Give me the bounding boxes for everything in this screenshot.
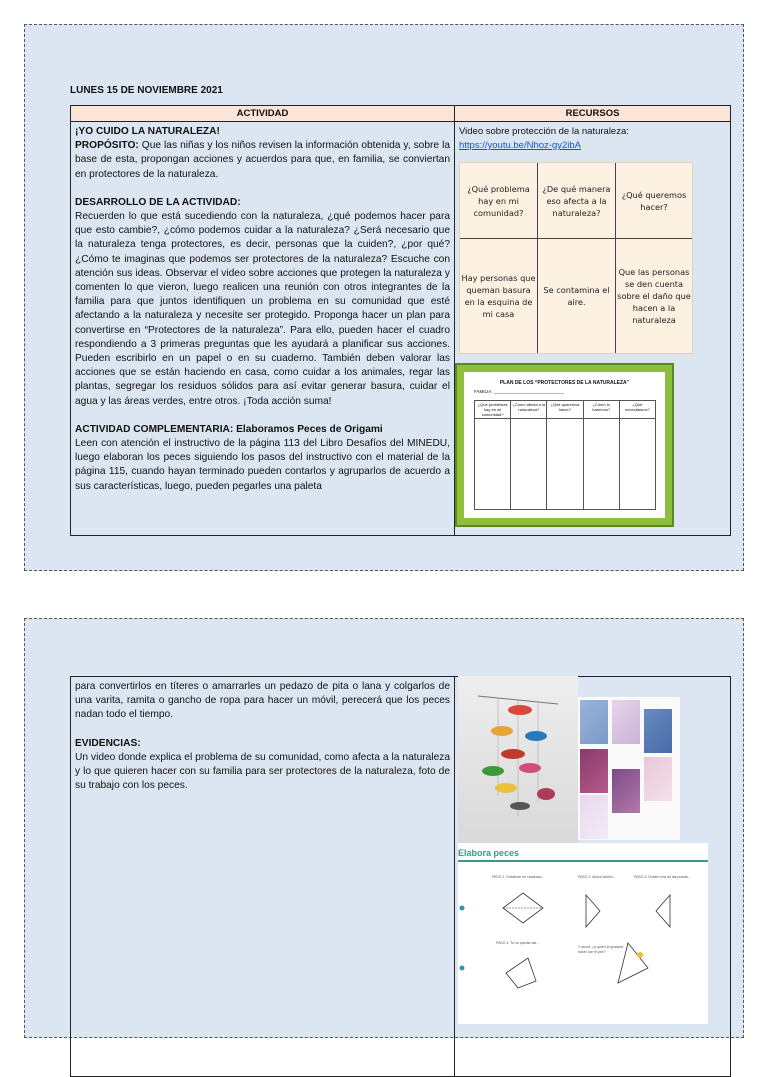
plan-col-4: ¿Cómo lo haremos? [583, 401, 619, 419]
plan-sheet-title: PLAN DE LOS “PROTECTORES DE LA NATURALEZA” [499, 380, 630, 386]
activity-title: ¡YO CUIDO LA NATURALEZA! [75, 126, 220, 137]
evidence-label: EVIDENCIAS: [75, 737, 141, 749]
hand-q2: ¿De qué manera eso afecta a la naturaleza? [538, 163, 616, 239]
plan-col-1: ¿Qué problemas hay en mi comunidad? [475, 401, 511, 419]
hand-q3: ¿Qué queremos hacer? [616, 163, 692, 239]
complementary-label: ACTIVIDAD COMPLEMENTARIA: Elaboramos Peces de Origami [75, 423, 383, 435]
step-1: PASO 1. Dóblense en cuadrado... [492, 875, 545, 879]
plan-sheet-family: FAMILIA: ____________________________ [474, 389, 564, 394]
evidence-text: Un video donde explica el problema de su comunidad, como afecta a la naturaleza y lo que quieren hacer con su familia para ser protectores de la naturaleza, foto de su trabajo con los peces. [75, 751, 450, 792]
step-4: PASO 4. Tu ve quedar así... [496, 941, 540, 945]
plan-col-5: ¿Qué necesitamos? [619, 401, 655, 419]
hand-a1: Hay personas que queman basura en la esquina de mi casa [460, 239, 538, 353]
plan-sheet-image [457, 365, 672, 525]
fish-mobile-drawing [458, 676, 578, 843]
activity-cell [71, 122, 455, 536]
continuation-cell [71, 677, 455, 1077]
step-3: PASO 3. Doblen una de las puntas... [634, 875, 691, 879]
plan-sheet-table [474, 400, 656, 510]
page-date: LUNES 15 DE NOVIEMBRE 2021 [70, 85, 223, 96]
activity-header: ACTIVIDAD [71, 106, 455, 122]
handwritten-plan-image [459, 162, 693, 354]
plan-col-2: ¿Cómo afecta a la naturaleza? [511, 401, 547, 419]
hand-a3: Que las personas se den cuenta sobre el daño que hacen a la naturaleza [617, 267, 691, 325]
video-link[interactable]: https://youtu.be/Nhoz-gy2ibA [459, 140, 581, 151]
origami-diagrams [458, 843, 708, 1024]
hand-a2: Se contamina el aire. [538, 239, 616, 353]
purpose-label: PROPÓSITO: [75, 140, 139, 152]
step-2: PASO 2. Ahora doblen... [578, 875, 616, 879]
continuation-text: para convertirlos en títeres o amarrarles un pedazo de pita o lana y colgarlos de una varita, ramita o gancho de ropa para hacer un móvil, perecerá que los peces nadan todo el tiempo. [75, 681, 450, 721]
origami-papers-image [578, 697, 680, 840]
development-text: Recuerden lo que está sucediendo con la naturaleza, ¿qué podemos hacer para que esto cambie?, ¿cómo podemos cuidar a la naturaleza? ¿Será necesario que la naturaleza tenga protectores, es decir, personas que la cuiden?, ¿por qué? ¿Cómo te imaginas que podemos ser protectores de la naturaleza? Escuche con atención sus ideas. Observar el video sobre acciones que protegen la naturaleza y comenten lo que vieron, luego realicen una reunión con otros integrantes de la familia para que juntos identifiquen un problema en su comunidad que esté afectando a la naturaleza y necesite ser protegido. Proponga hacer un plan para convertirse en “Protectores de la naturaleza”. Para ello, pueden hacer el cuadro respondiendo a 3 primeras preguntas que les ayudará a planificar sus acciones. Pueden escribirlo en un papel o en su cuaderno. También deben valorar las acciones que se están haciendo en casa, como cuidar a los animales, regar las plantas, segregar los residuos sólidos para así evitar generar basura, cuidar el agua y las áreas verdes, entre otros. ¡Toda acción suma! [75, 211, 450, 407]
video-label: Video sobre protección de la naturaleza: [459, 126, 629, 137]
instructions-title: Elabora peces [458, 848, 520, 858]
purpose-text: Que las niñas y los niños revisen la información obtenida y, sobre la base de esta, propongan acciones y acuerdos para que, en familia, se conviertan en protectores de la naturaleza. [75, 140, 450, 180]
resources-header: RECURSOS [455, 106, 731, 122]
complementary-text: Leen con atención el instructivo de la página 113 del Libro Desafíos del MINEDU, luego elaboran los peces siguiendo los pasos del instructivo con el material de la página 115, cuando hayan terminado pueden contarlos y agruparlos de acuerdo a sus características, luego, pueden pegarles una paleta [75, 438, 450, 492]
development-label: DESARROLLO DE LA ACTIVIDAD: [75, 196, 241, 208]
plan-col-3: ¿Qué queremos hacer? [547, 401, 583, 419]
hand-q1: ¿Qué problema hay en mi comunidad? [460, 163, 538, 239]
fish-mobile-photo [458, 676, 578, 843]
origami-instructions-image [458, 843, 708, 1024]
step-5: Y ahora, ¿a quien le gustaría hacer con el pez? [578, 945, 624, 954]
